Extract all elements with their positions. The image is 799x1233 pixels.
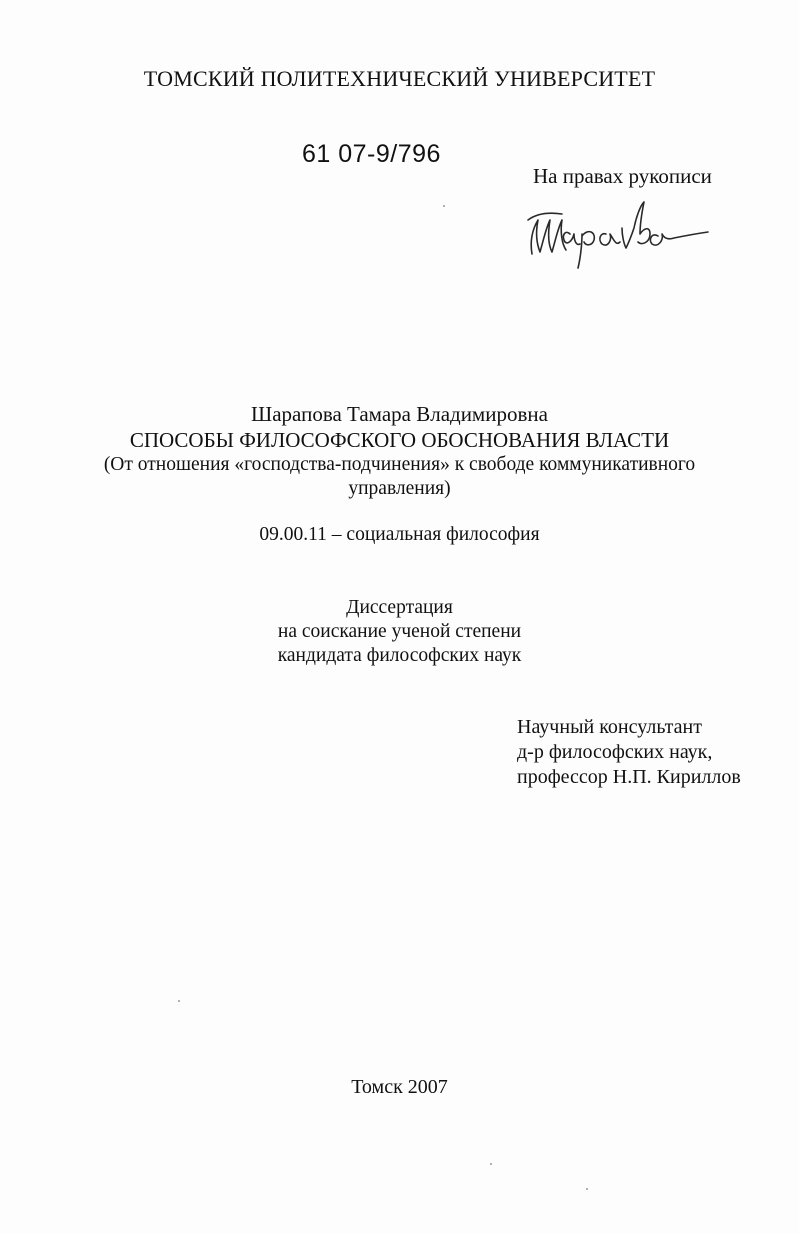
supervisor-degree: д-р философских наук, — [517, 741, 713, 763]
scan-speck — [586, 1188, 588, 1190]
scan-speck — [443, 205, 445, 207]
degree-line3: кандидата философских наук — [277, 645, 522, 666]
handwritten-signature — [518, 190, 728, 270]
supervisor-name: профессор Н.П. Кириллов — [517, 766, 741, 788]
degree-line2: на соискание ученой степени — [277, 621, 522, 642]
scan-speck — [178, 1000, 180, 1002]
supervisor-role: Научный консультант — [517, 716, 702, 738]
specialty-code: 09.00.11 – социальная философия — [259, 524, 540, 545]
author-name: Шарапова Тамара Владимировна — [251, 402, 548, 426]
dissertation-subtitle-line1: (От отношения «господства-подчинения» к свободе коммуникативного — [103, 454, 696, 475]
degree-line1: Диссертация — [346, 597, 453, 618]
dissertation-subtitle-line2: управления) — [348, 478, 451, 499]
manuscript-rights-note: На правах рукописи — [533, 164, 712, 188]
university-name: ТОМСКИЙ ПОЛИТЕХНИЧЕСКИЙ УНИВЕРСИТЕТ — [143, 66, 656, 91]
scan-speck — [490, 1163, 492, 1165]
city-year: Томск 2007 — [351, 1076, 448, 1098]
dissertation-title: СПОСОБЫ ФИЛОСОФСКОГО ОБОСНОВАНИЯ ВЛАСТИ — [129, 428, 670, 452]
library-shelfmark: 61 07-9/796 — [302, 140, 441, 168]
